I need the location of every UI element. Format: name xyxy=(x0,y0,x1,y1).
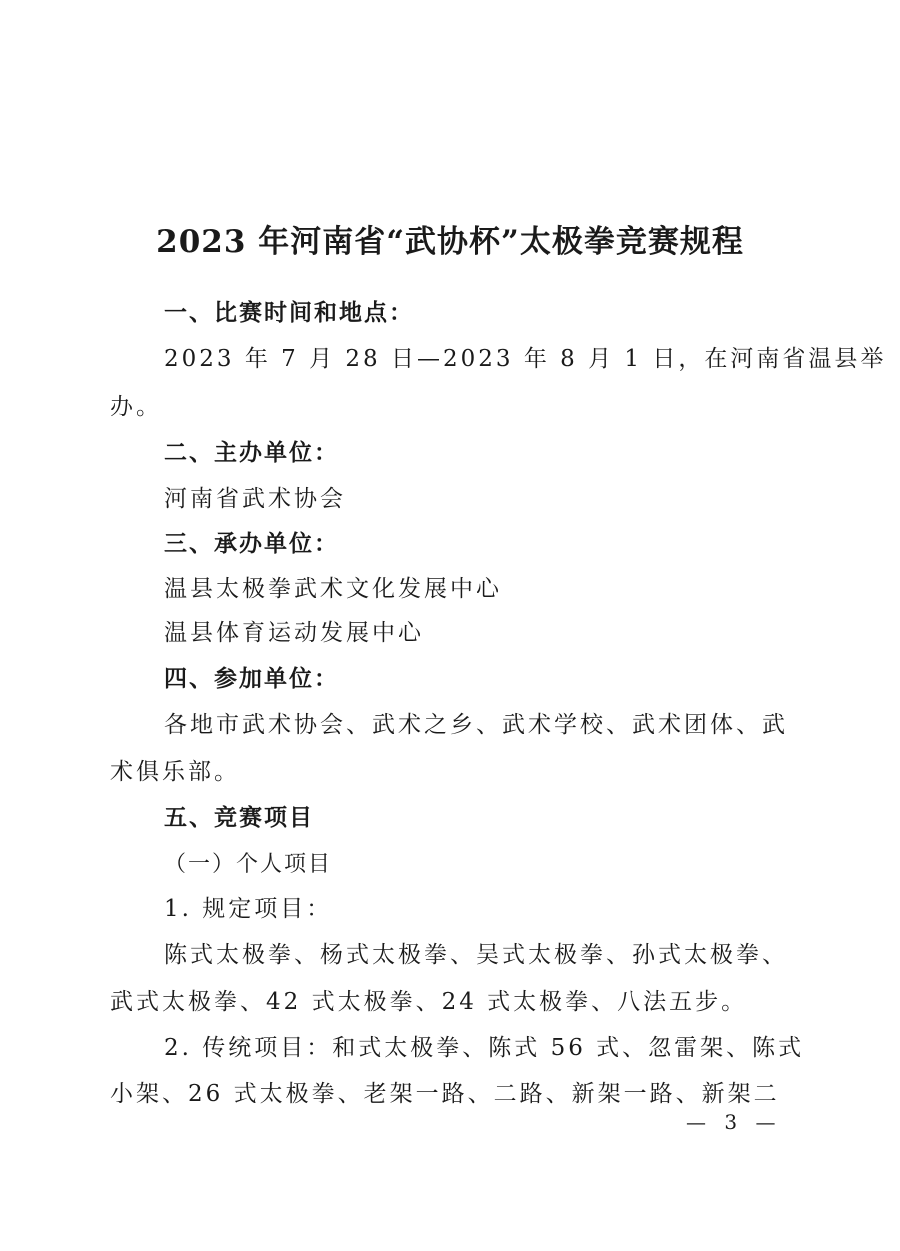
section-heading-participants: 四、参加单位： xyxy=(164,666,339,692)
section-heading-events: 五、竞赛项目 xyxy=(164,805,314,831)
paragraph-line: 温县体育运动发展中心 xyxy=(164,620,424,646)
page-number: — 3 — xyxy=(686,1110,782,1134)
section-heading-co-organizer: 三、承办单位： xyxy=(164,531,339,557)
item-label-required: 1. 规定项目： xyxy=(164,896,333,922)
paragraph-line: 办。 xyxy=(110,394,162,420)
paragraph-line: 武式太极拳、42 式太极拳、24 式太极拳、八法五步。 xyxy=(110,989,748,1015)
section-heading-organizer: 二、主办单位： xyxy=(164,440,339,466)
paragraph-line: 术俱乐部。 xyxy=(110,759,240,785)
paragraph-line: 2. 传统项目：和式太极拳、陈式 56 式、忽雷架、陈式 xyxy=(164,1035,805,1061)
paragraph-line: 温县太极拳武术文化发展中心 xyxy=(164,576,502,602)
paragraph-line: 陈式太极拳、杨式太极拳、吴式太极拳、孙式太极拳、 xyxy=(164,942,788,968)
document-title: 2023 年河南省“武协杯”太极拳竞赛规程 xyxy=(156,224,744,260)
paragraph-line: 2023 年 7 月 28 日—2023 年 8 月 1 日，在河南省温县举 xyxy=(164,346,887,372)
subsection-heading-individual: （一）个人项目 xyxy=(164,852,333,877)
paragraph-line: 各地市武术协会、武术之乡、武术学校、武术团体、武 xyxy=(164,712,788,738)
paragraph-line: 河南省武术协会 xyxy=(164,486,346,512)
section-heading-time-location: 一、比赛时间和地点： xyxy=(164,300,414,326)
paragraph-line: 小架、26 式太极拳、老架一路、二路、新架一路、新架二 xyxy=(110,1081,780,1107)
